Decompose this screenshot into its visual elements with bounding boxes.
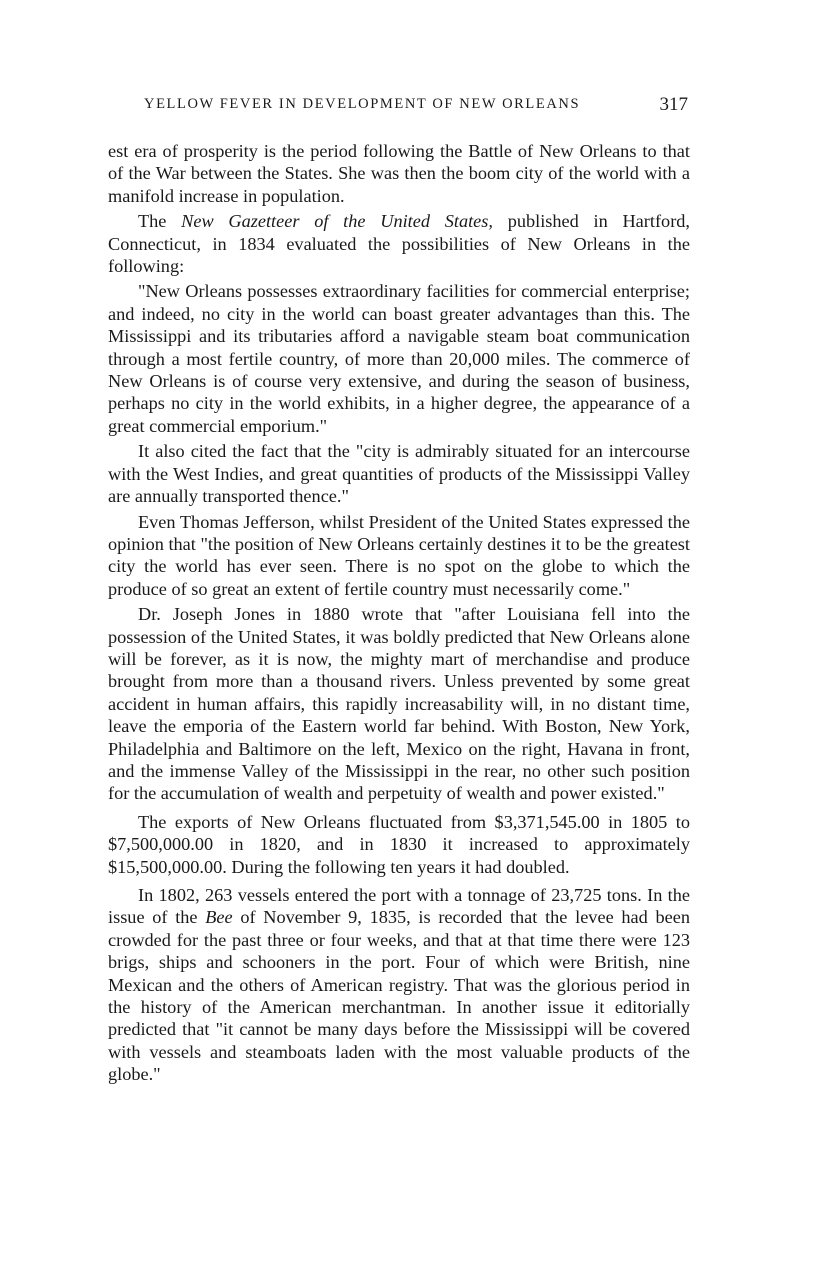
publication-title: New Gazetteer of the United States,: [181, 211, 493, 232]
newspaper-title: Bee: [205, 907, 233, 928]
paragraph-quotation: "New Orleans possesses extraordinary facilities for commercial enterprise; and indeed, no city in the world can boast greater advantages than this. The Mississippi and its tributaries afford a navigable steam boat communication through a most fertile country, of more than 20,000 miles. The commerce of New Orleans is of course very extensive, and during the season of business, perhaps no city in the world exhibits, in a higher degree, the appearance of a great commercial emporium.": [108, 281, 690, 436]
paragraph-jefferson: Even Thomas Jefferson, whilst President of the United States expressed the opinion that "the position of New Orleans certainly destines it to be the greatest city the world has ever seen. There is no spot on the globe to which the produce of so great an extent of fertile country must necessarily come.": [108, 511, 690, 599]
paragraph-text: In 1802, 263 vessels entered the port with a tonnage of 23,725 tons. In the issue of the: [108, 885, 690, 928]
paragraph-jones: Dr. Joseph Jones in 1880 wrote that "after Louisiana fell into the possession of the United States, it was boldly predicted that New Orleans alone will be forever, as it is now, the mighty mart of merchandise and produce brought from more than a thousand rivers. Unless prevented by some great accident in human affairs, this rapidly increasability will, in no distant time, leave the emporia of the Eastern world far behind. With Boston, New York, Philadelphia and Baltimore on the left, Mexico on the right, Havana in front, and the immense Valley of the Mississippi in the rear, no other such position for the accumulation of wealth and perpetuity of wealth and power existed.": [108, 604, 690, 804]
running-title: YELLOW FEVER IN DEVELOPMENT OF NEW ORLEANS: [144, 96, 581, 112]
paragraph-text: of November 9, 1835, is recorded that the levee had been crowded for the past three or four weeks, and that at that time there were 123 brigs, ships and schooners in the port. Four of which were British, nine Mexican and the others of American registry. That was the glorious period in the history of the American merchantman. In another issue it editorially predicted that "it cannot be many days before the Mississippi will be covered with vessels and steamboats laden with the most valuable products of the globe.": [108, 907, 690, 1085]
paragraph-text: published in Hartford, Connecticut, in 1834 evaluated the possibilities of New Orleans in the following:: [108, 211, 690, 277]
body-text: [108, 140, 690, 1089]
paragraph-vessels: [108, 884, 690, 1086]
paragraph-text: The: [138, 211, 182, 232]
paragraph-west-indies: It also cited the fact that the "city is admirably situated for an intercourse with the West Indies, and great quantities of products of the Mississippi Valley are annually transported thence.": [108, 441, 690, 507]
page-header: [108, 96, 688, 122]
paragraph-exports: The exports of New Orleans fluctuated from $3,371,545.00 in 1805 to $7,500,000.00 in 1820, and in 1830 it increased to approximately $15,500,000.00. During the following ten years it had doubled.: [108, 811, 690, 877]
paragraph-continuation: est era of prosperity is the period following the Battle of New Orleans to that of the War between the States. She was then the boom city of the world with a manifold increase in population.: [108, 141, 690, 206]
paragraph-gazetteer: [108, 210, 690, 277]
page-number: 317: [659, 94, 688, 115]
